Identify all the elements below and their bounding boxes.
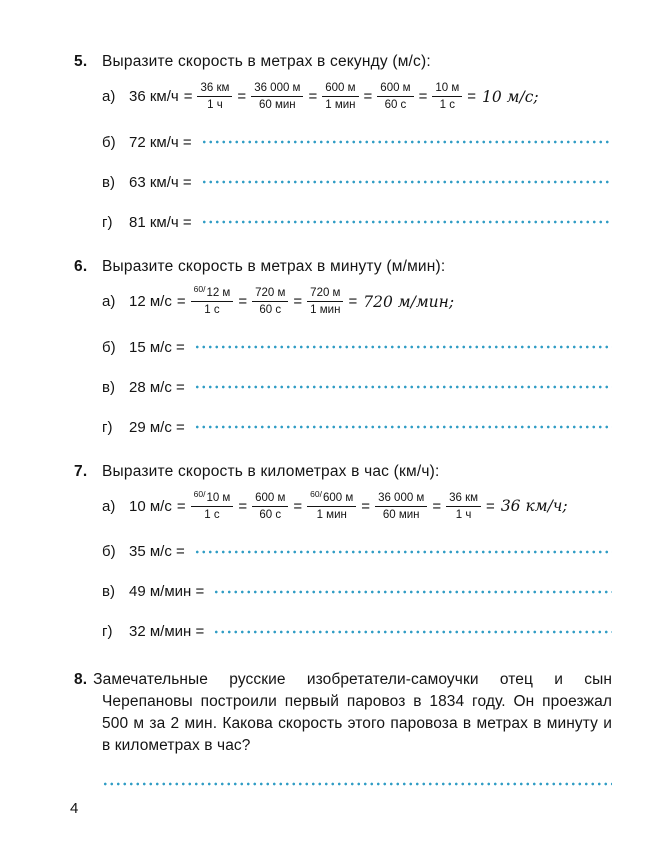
item-label: в) — [102, 378, 115, 396]
fraction-denominator: 1 мин — [316, 508, 347, 521]
item-value: 28 м/с = — [129, 378, 185, 396]
exercise-block — [74, 462, 612, 643]
fraction-denominator: 1 с — [204, 508, 220, 521]
fraction — [252, 491, 288, 523]
item-value: 81 км/ч = — [129, 213, 192, 231]
fraction-numerator: 600 м — [377, 81, 413, 97]
fraction-denominator: 1 мин — [325, 99, 356, 112]
equals-sign: = — [467, 88, 477, 106]
item-label: в) — [102, 173, 115, 191]
fraction-numerator: $^{60/}$10 м — [191, 491, 234, 507]
fraction-denominator: 1 с — [204, 304, 220, 317]
fraction — [191, 488, 234, 523]
fraction — [322, 81, 358, 113]
solved-result: 720 м/мин; — [363, 292, 455, 311]
item-label: б) — [102, 338, 116, 356]
fraction-denominator: 1 ч — [455, 508, 472, 521]
fraction — [307, 286, 343, 318]
answer-dotted-line — [194, 384, 612, 390]
equals-sign: = — [293, 293, 303, 311]
exercise-title: Выразите скорость в метрах в минуту (м/мин): — [102, 257, 446, 275]
exercises-container — [74, 52, 612, 642]
item-value: 32 м/мин = — [129, 623, 205, 641]
fraction-numerator: 36 000 м — [375, 491, 427, 507]
fraction — [191, 283, 234, 318]
exercise-number: 8. — [74, 671, 88, 689]
fill-in-row — [74, 541, 612, 562]
answer-row — [74, 781, 612, 787]
item-label: а) — [102, 497, 116, 515]
fraction-denominator: 1 с — [439, 99, 455, 112]
item-value: 10 м/с — [129, 497, 172, 515]
answer-dotted-line — [194, 424, 612, 430]
fraction-denominator: 60 с — [259, 304, 282, 317]
equals-sign: = — [363, 88, 373, 106]
exercise-block — [74, 52, 612, 233]
fill-in-row — [74, 621, 612, 642]
fill-in-row — [74, 337, 612, 358]
answer-dotted-line — [194, 344, 612, 350]
fraction-numerator: 720 м — [252, 286, 288, 302]
fraction-denominator: 60 с — [259, 508, 282, 521]
answer-dotted-line — [213, 589, 612, 595]
equals-sign: = — [238, 293, 248, 311]
item-label: б) — [102, 133, 116, 151]
fill-in-row — [74, 212, 612, 233]
item-value: 29 м/с = — [129, 418, 185, 436]
fraction-denominator: 1 мин — [310, 304, 341, 317]
problem-text: Замечательные русские изобретатели-самоучки отец и сын Черепановы построили первый паровоз в 1834 году. Он проезжал 500 м за 2 мин. Какова скорость этого паровоза в метрах в минуту и в километрах в час? — [93, 671, 612, 755]
item-label: г) — [102, 213, 113, 231]
exercise-header — [74, 462, 612, 482]
fraction — [375, 491, 427, 523]
answer-dotted-line — [194, 549, 612, 555]
item-value: 12 м/с — [129, 293, 172, 311]
answer-dotted-line — [213, 629, 612, 635]
exercise-title: Выразите скорость в километрах в час (км/ч): — [102, 462, 440, 480]
equals-sign: = — [348, 293, 358, 311]
item-label: в) — [102, 583, 115, 601]
answer-dotted-line — [102, 781, 612, 787]
solved-example-row — [74, 283, 612, 318]
fill-in-row — [74, 172, 612, 193]
fraction — [252, 286, 288, 318]
item-label: а) — [102, 293, 116, 311]
exercise-header — [74, 257, 612, 277]
solved-example-row — [74, 488, 612, 523]
answer-dotted-line — [201, 179, 612, 185]
equals-sign: = — [176, 293, 186, 311]
item-label: г) — [102, 418, 113, 436]
fraction-numerator: 36 км — [446, 491, 481, 507]
equals-sign: = — [432, 497, 442, 515]
equals-sign: = — [293, 497, 303, 515]
multiplier-superscript: 60/ — [193, 488, 206, 499]
fraction-numerator: 36 000 м — [251, 81, 303, 97]
multiplier-superscript: 60/ — [310, 488, 322, 499]
item-value: 15 м/с = — [129, 338, 185, 356]
equals-sign: = — [237, 88, 247, 106]
answer-dotted-line — [201, 139, 612, 145]
item-value: 49 м/мин = — [129, 583, 205, 601]
item-value: 63 км/ч = — [129, 173, 192, 191]
fraction-numerator: $^{60/}$12 м — [191, 286, 234, 302]
fraction-numerator: 600 м — [252, 491, 288, 507]
fraction — [432, 81, 462, 113]
fraction-denominator: 1 ч — [207, 99, 223, 112]
equals-sign: = — [361, 497, 371, 515]
equals-sign: = — [418, 88, 428, 106]
fraction-denominator: 60 мин — [382, 508, 420, 521]
fraction — [307, 488, 356, 523]
item-value: 72 км/ч = — [129, 133, 192, 151]
exercise-header — [74, 52, 612, 72]
item-label: г) — [102, 623, 113, 641]
solved-result: 36 км/ч; — [500, 497, 568, 516]
fill-in-row — [74, 132, 612, 153]
equals-sign: = — [176, 497, 186, 515]
solved-example-row — [74, 81, 612, 113]
item-label: а) — [102, 88, 116, 106]
answer-dotted-line — [201, 219, 612, 225]
item-label: б) — [102, 543, 116, 561]
fraction — [377, 81, 413, 113]
fraction-numerator: $^{60/}$600 м — [307, 491, 356, 507]
item-value: 36 км/ч — [129, 88, 179, 106]
equals-sign: = — [238, 497, 248, 515]
fill-in-row — [74, 417, 612, 438]
fraction-numerator: 36 км — [197, 81, 232, 97]
fraction-denominator: 60 мин — [258, 99, 296, 112]
fraction-numerator: 600 м — [322, 81, 358, 97]
problem-paragraph — [74, 669, 612, 757]
fill-in-row — [74, 377, 612, 398]
fraction — [251, 81, 303, 113]
exercise-block — [74, 257, 612, 438]
exercise-number: 7. — [74, 462, 88, 480]
fraction-denominator: 60 с — [384, 99, 407, 112]
solved-result: 10 м/с; — [482, 87, 539, 106]
fraction-numerator: 720 м — [307, 286, 343, 302]
exercise-title: Выразите скорость в метрах в секунду (м/с): — [102, 53, 431, 70]
fill-in-row — [74, 581, 612, 602]
exercise-number: 6. — [74, 257, 88, 275]
equals-sign: = — [308, 88, 318, 106]
fraction — [197, 81, 232, 113]
item-value: 35 м/с = — [129, 543, 185, 561]
page-number: 4 — [70, 800, 79, 817]
equals-sign: = — [183, 88, 193, 106]
fraction-numerator: 10 м — [432, 81, 462, 97]
exercise-number: 5. — [74, 53, 88, 70]
exercise-problem-8 — [74, 669, 612, 787]
equals-sign: = — [486, 497, 495, 515]
fraction — [446, 491, 481, 523]
multiplier-superscript: 60/ — [193, 283, 206, 294]
